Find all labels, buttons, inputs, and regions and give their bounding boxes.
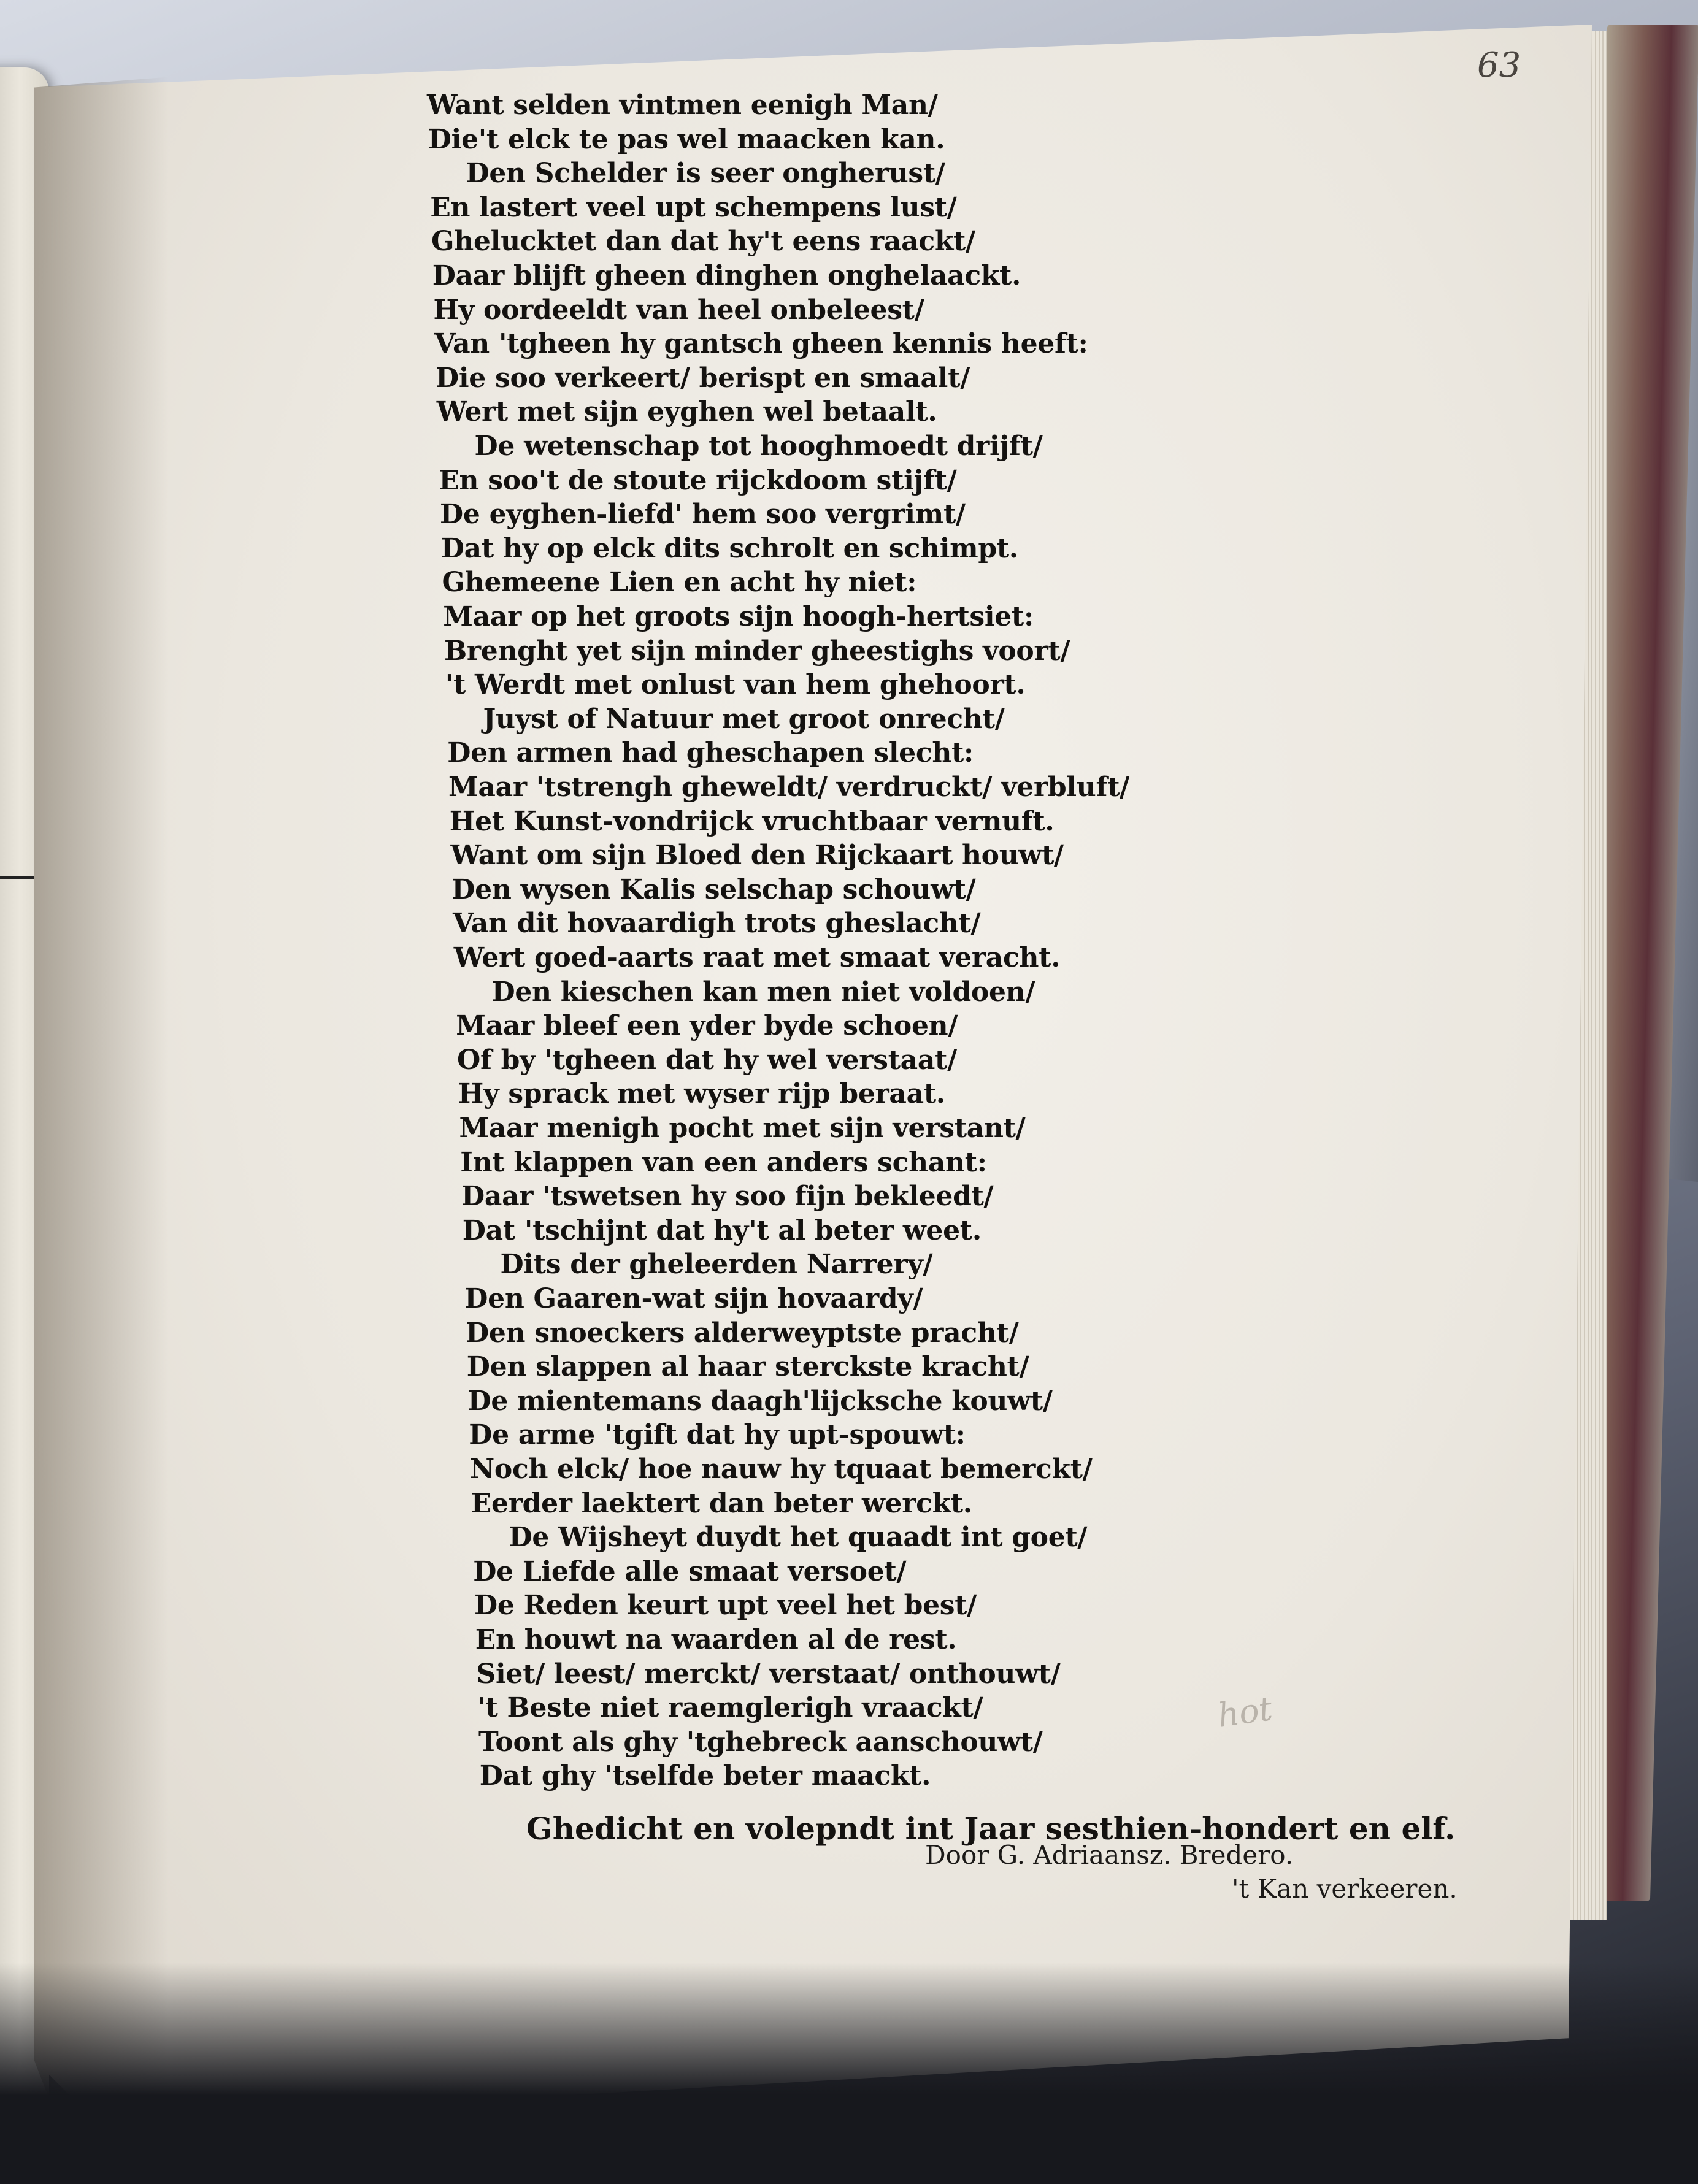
poem-line: Daar 'tswetsen hy soo fijn bekleedt/	[461, 1181, 994, 1213]
poem-line: Int klappen van een anders schant:	[460, 1146, 987, 1178]
poem-line: De Wijsheyt duydt het quaadt int goet/	[509, 1522, 1088, 1554]
poem-line: Dat ghy 'tselfde beter maackt.	[479, 1760, 931, 1792]
motto: 't Kan verkeeren.	[1232, 1874, 1458, 1904]
poem-line: Hy oordeeldt van heel onbeleest/	[433, 294, 924, 326]
poem-line: Dat 'tschijnt dat hy't al beter weet.	[462, 1214, 982, 1246]
poem-line: Ghemeene Lien en acht hy niet:	[442, 567, 917, 599]
poem-line: En soo't de stoute rijckdoom stijft/	[439, 464, 957, 496]
poem-line: De mientemans daagh'lijcksche kouwt/	[467, 1385, 1053, 1417]
poem-line: De eyghen-liefd' hem soo vergrimt/	[440, 499, 966, 531]
poem-line: Daar blijft gheen dinghen onghelaackt.	[432, 260, 1021, 291]
poem-line: Den kieschen kan men niet voldoen/	[491, 976, 1035, 1008]
poem-line: Dat hy op elck dits schrolt en schimpt.	[440, 532, 1018, 564]
poem-line: Den slappen al haar sterckste kracht/	[466, 1351, 1029, 1383]
poem-line: Wert met sijn eyghen wel betaalt.	[436, 396, 937, 428]
poem-line: Den Gaaren-wat sijn hovaardy/	[464, 1283, 923, 1314]
poem-line: Dits der gheleerden Narrery/	[500, 1249, 933, 1281]
poem-line: De arme 'tgift dat hy upt-spouwt:	[469, 1419, 966, 1451]
poem-line: Den armen had gheschapen slecht:	[447, 737, 974, 769]
poem-line: En lastert veel upt schempens lust/	[430, 191, 957, 223]
page-number: 63	[1477, 45, 1521, 85]
poem-line: Het Kunst-vondrijck vruchtbaar vernuft.	[449, 805, 1055, 837]
poem-line: De Reden keurt upt veel het best/	[474, 1590, 977, 1622]
poem-line: De wetenschap tot hooghmoedt drijft/	[474, 431, 1043, 462]
poem-line: Maar menigh pocht met sijn verstant/	[459, 1113, 1026, 1144]
poem-line: Maar 'tstrengh gheweldt/ verdruckt/ verbluft/	[448, 772, 1129, 803]
author-line: Door G. Adriaansz. Bredero.	[925, 1840, 1294, 1870]
poem-line: Den Schelder is seer ongherust/	[466, 158, 945, 190]
poem-line: Wert goed-aarts raat met smaat veracht.	[453, 942, 1061, 973]
poem-line: Den snoeckers alderweyptste pracht/	[466, 1317, 1019, 1349]
poem-line: Van 'tgheen hy gantsch gheen kennis heeft:	[434, 328, 1088, 360]
colophon: Ghedicht en volepndt int Jaar sesthien-hondert en elf.	[526, 1810, 1456, 1847]
poem-line: Die't elck te pas wel maacken kan.	[428, 123, 945, 155]
poem-line: Maar op het groots sijn hoogh-hertsiet:	[443, 601, 1034, 632]
pencil-note: hot	[1215, 1689, 1275, 1735]
poem-line: 't Werdt met onlust van hem ghehoort.	[445, 669, 1026, 701]
poem-line: Die soo verkeert/ berispt en smaalt/	[436, 362, 970, 394]
poem-line: Hy sprack met wyser rijp beraat.	[458, 1078, 945, 1110]
poem-line: Siet/ leest/ merckt/ verstaat/ onthouwt/	[476, 1658, 1061, 1690]
poem-line: Noch elck/ hoe nauw hy tquaat bemerckt/	[470, 1454, 1093, 1485]
poem-line: Van dit hovaardigh trots gheslacht/	[453, 908, 981, 940]
poem-line: Den wysen Kalis selschap schouwt/	[451, 873, 976, 905]
poem-line: Want om sijn Bloed den Rijckaart houwt/	[450, 840, 1064, 872]
poem-line: Eerder laektert dan beter werckt.	[471, 1487, 972, 1519]
poem-line: En houwt na waarden al de rest.	[475, 1624, 957, 1655]
poem-line: Toont als ghy 'tghebreck aanschouwt/	[478, 1726, 1043, 1758]
poem-line: Juyst of Natuur met groot onrecht/	[483, 703, 1005, 735]
poem-line: Maar bleef een yder bydе schoen/	[456, 1010, 958, 1042]
poem-line: Want selden vintmen eenigh Man/	[427, 90, 938, 121]
poem-line: Of by 'tgheen dat hy wel verstaat/	[457, 1044, 957, 1076]
poem-line: De Liefde alle smaat versoet/	[473, 1555, 907, 1587]
poem-line: Ghelucktet dan dat hy't eens raackt/	[431, 226, 975, 258]
poem-line: 't Beste niet raemglerigh vraackt/	[477, 1692, 983, 1724]
poem-line: Brenght yet sijn minder gheestighs voort/	[444, 635, 1070, 667]
